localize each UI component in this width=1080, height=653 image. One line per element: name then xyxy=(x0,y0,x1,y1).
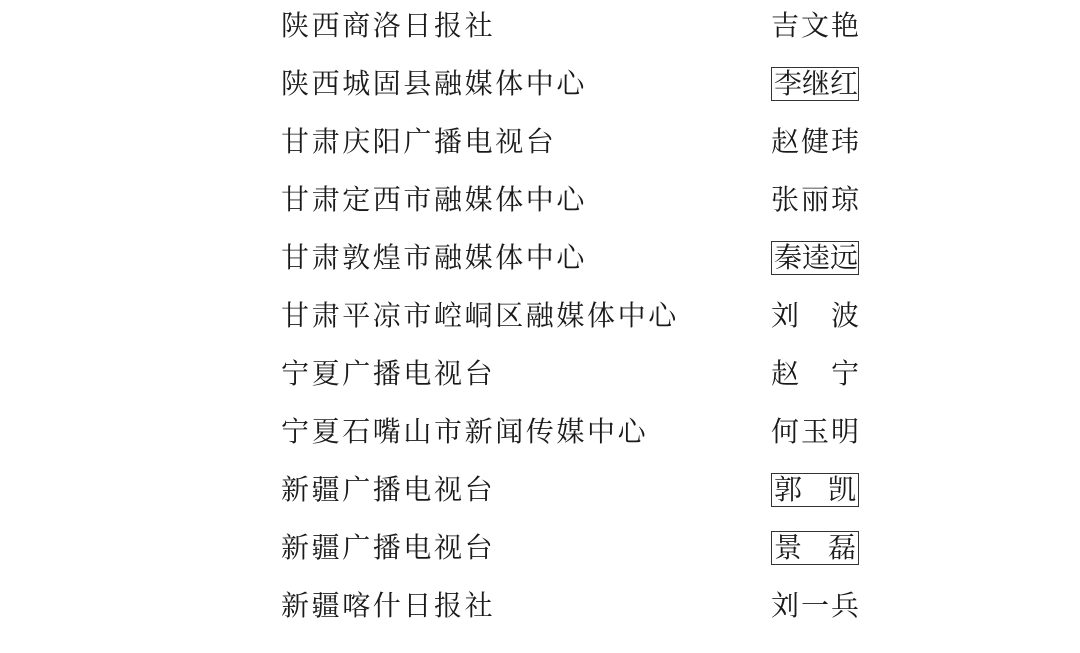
organization-name: 宁夏石嘴山市新闻传媒中心 xyxy=(281,415,649,448)
name-char: 琼 xyxy=(830,183,859,216)
name-char: 艳 xyxy=(830,9,859,42)
organization-name: 甘肃庆阳广播电视台 xyxy=(281,125,557,158)
name-char: 张 xyxy=(771,183,800,216)
list-item xyxy=(0,116,1080,174)
name-char: 磊 xyxy=(827,531,856,564)
name-char: 何 xyxy=(771,415,800,448)
organization-name: 甘肃定西市融媒体中心 xyxy=(281,183,588,216)
person-name xyxy=(771,296,859,336)
name-char: 凯 xyxy=(827,473,856,506)
name-char: 继 xyxy=(802,67,831,100)
list-item xyxy=(0,174,1080,232)
name-char: 明 xyxy=(830,415,859,448)
name-char: 刘 xyxy=(771,589,800,622)
list-item xyxy=(0,580,1080,638)
name-char: 逵 xyxy=(802,241,831,274)
person-name xyxy=(771,412,859,452)
name-char: 刘 xyxy=(771,299,800,332)
name-char: 景 xyxy=(774,531,803,564)
name-char: 丽 xyxy=(800,183,829,216)
name-char: 玉 xyxy=(800,415,829,448)
name-char: 红 xyxy=(830,67,859,100)
name-char: 玮 xyxy=(830,125,859,158)
organization-name: 新疆喀什日报社 xyxy=(281,589,496,622)
list-item xyxy=(0,406,1080,464)
name-char: 赵 xyxy=(771,125,800,158)
organization-name: 甘肃敦煌市融媒体中心 xyxy=(281,241,588,274)
list-item xyxy=(0,464,1080,522)
name-char: 波 xyxy=(830,299,859,332)
organization-name: 新疆广播电视台 xyxy=(281,531,496,564)
name-char: 李 xyxy=(774,67,803,100)
organization-name: 甘肃平凉市崆峒区融媒体中心 xyxy=(281,299,679,332)
organization-name: 新疆广播电视台 xyxy=(281,473,496,506)
name-char: 健 xyxy=(800,125,829,158)
person-name xyxy=(771,354,859,394)
person-name xyxy=(771,531,859,565)
organization-name: 宁夏广播电视台 xyxy=(281,357,496,390)
list-item xyxy=(0,0,1080,58)
list-item xyxy=(0,58,1080,116)
person-name xyxy=(771,241,859,275)
person-name xyxy=(771,6,859,46)
list-item xyxy=(0,522,1080,580)
list-item xyxy=(0,232,1080,290)
list-item xyxy=(0,348,1080,406)
name-char: 远 xyxy=(830,241,859,274)
name-char: 吉 xyxy=(771,9,800,42)
person-name xyxy=(771,586,859,626)
organization-name: 陕西商洛日报社 xyxy=(281,9,496,42)
name-char: 兵 xyxy=(830,589,859,622)
organization-name: 陕西城固县融媒体中心 xyxy=(281,67,588,100)
person-name xyxy=(771,122,859,162)
person-name xyxy=(771,67,859,101)
name-char: 宁 xyxy=(830,357,859,390)
person-name xyxy=(771,180,859,220)
name-char: 赵 xyxy=(771,357,800,390)
person-name xyxy=(771,473,859,507)
list-item xyxy=(0,290,1080,348)
name-char: 文 xyxy=(800,9,829,42)
name-char: 一 xyxy=(800,589,829,622)
name-char: 秦 xyxy=(774,241,803,274)
name-char: 郭 xyxy=(774,473,803,506)
